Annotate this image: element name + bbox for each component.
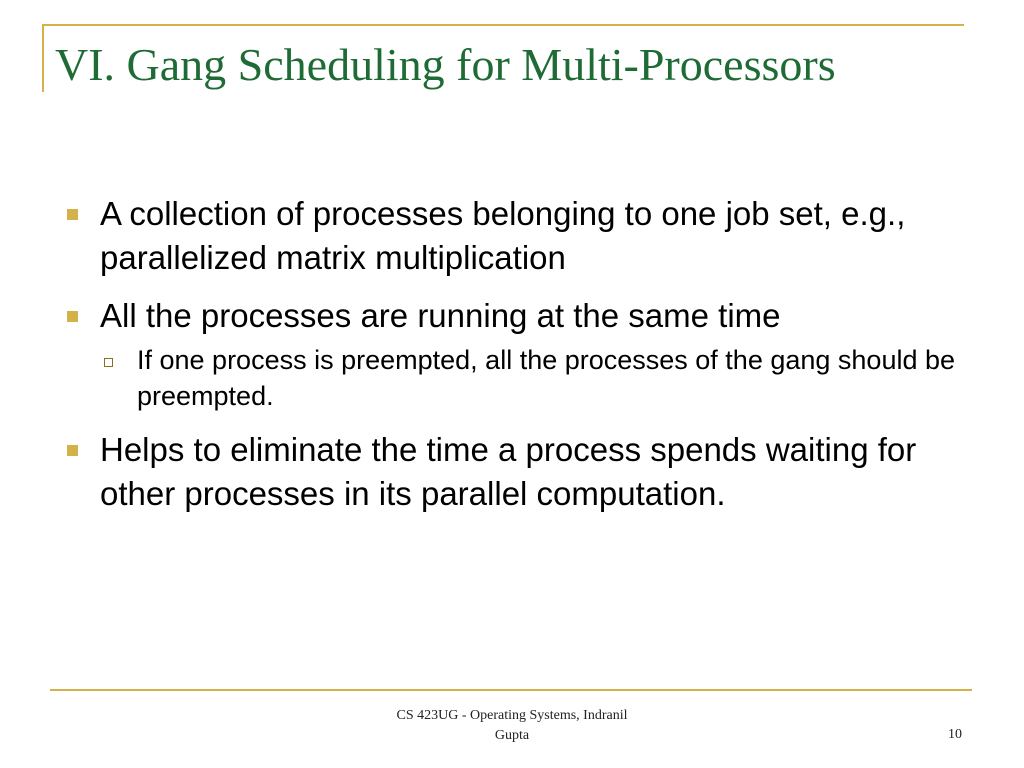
footer-text xyxy=(362,706,662,746)
slide-title: VI. Gang Scheduling for Multi-Processors xyxy=(55,39,836,90)
bullet-text: All the processes are running at the same time xyxy=(100,297,781,334)
square-bullet-icon xyxy=(67,445,78,456)
sub-bullet-item xyxy=(60,342,960,414)
bullet-item xyxy=(60,294,960,338)
bullet-list xyxy=(60,192,960,530)
bullet-item xyxy=(60,428,960,516)
bullet-item xyxy=(60,192,960,280)
footer-line-2: Gupta xyxy=(494,728,530,743)
bullet-text: A collection of processes belonging to one job set, e.g., parallelized matrix multiplication xyxy=(100,195,906,276)
footer-line-1: CS 423UG - Operating Systems, Indranil xyxy=(396,708,628,723)
left-rule xyxy=(42,24,44,92)
page-number: 10 xyxy=(948,727,962,742)
square-bullet-icon xyxy=(67,311,78,322)
square-bullet-icon xyxy=(67,209,78,220)
hollow-square-bullet-icon xyxy=(104,358,113,367)
top-rule xyxy=(42,24,964,26)
bottom-rule xyxy=(50,689,972,691)
sub-bullet-text: If one process is preempted, all the processes of the gang should be preempted. xyxy=(137,345,956,411)
bullet-text: Helps to eliminate the time a process spends waiting for other processes in its parallel computation. xyxy=(100,431,917,512)
